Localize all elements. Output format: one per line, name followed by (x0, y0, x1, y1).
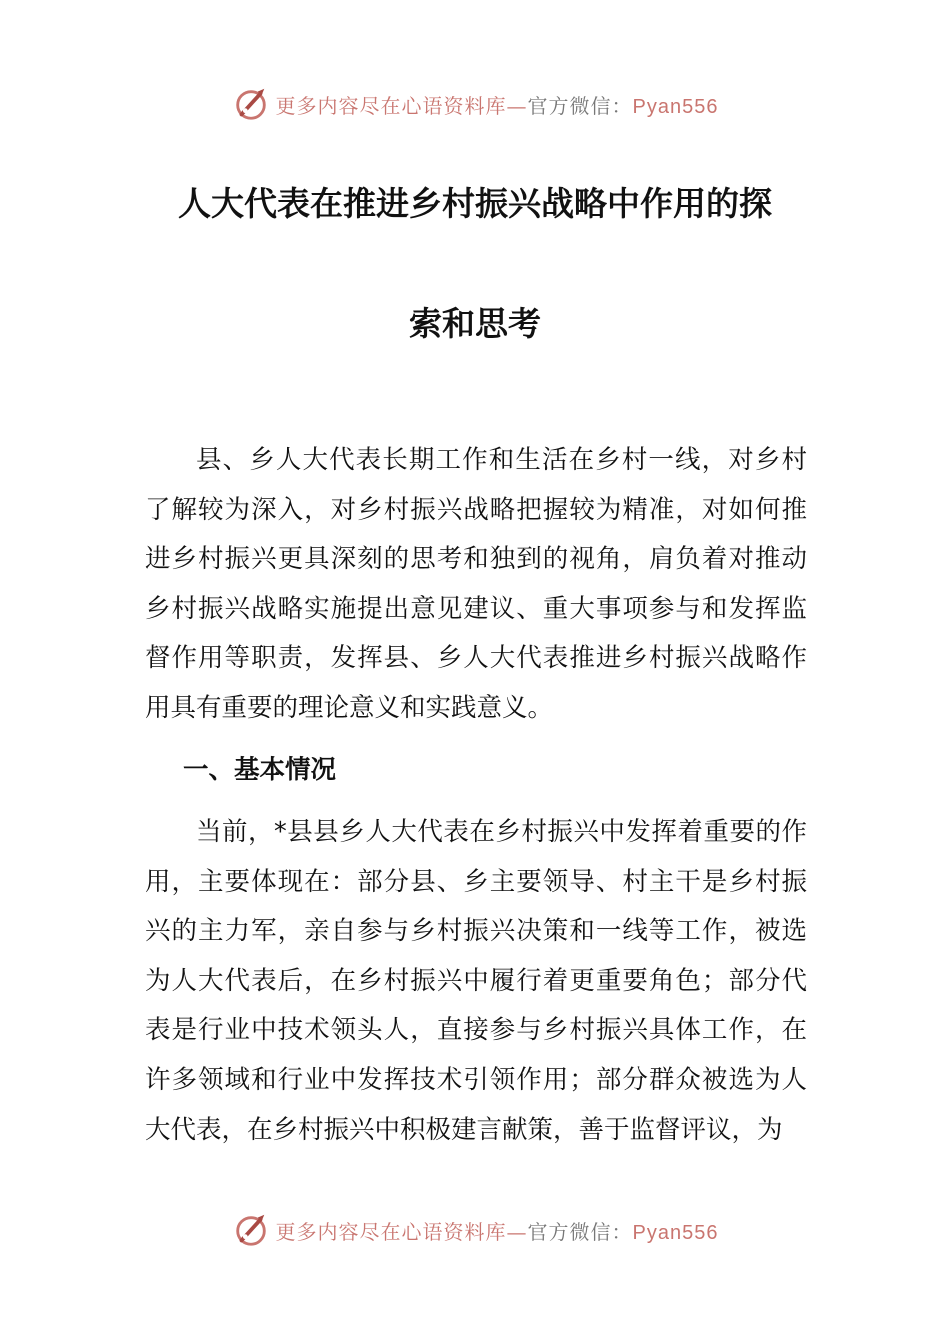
body-paragraph-1: 县、乡人大代表长期工作和生活在乡村一线，对乡村了解较为深入，对乡村振兴战略把握较为精准，对如何推进乡村振兴更具深刻的思考和独到的视角，肩负着对推动乡村振兴战略实施提出意见建议、重大事项参与和发挥监督作用等职责，发挥县、乡人大代表推进乡村振兴战略作用具有重要的理论意义和实践意义。 (145, 445, 807, 723)
watermark-separator: — (506, 1219, 528, 1244)
body-paragraph-2: 当前，*县县乡人大代表在乡村振兴中发挥着重要的作用，主要体现在：部分县、乡主要领导、村主干是乡村振兴的主力军，亲自参与乡村振兴决策和一线等工作，被选为人大代表后，在乡村振兴中履行着更重要角色；部分代表是行业中技术领头人，直接参与乡村振兴具体工作，在许多领域和行业中发挥技术引领作用；部分群众被选为人大代表，在乡村振兴中积极建言献策，善于监督评议，为 (145, 817, 807, 1145)
watermark-id: Pyan556 (632, 95, 719, 118)
watermark-label: 官方微信： (527, 93, 633, 118)
watermark-text: 更多内容尽在心语资料库 (275, 1219, 507, 1244)
pen-circle-logo-icon (232, 85, 270, 123)
document-title-line1: 人大代表在推进乡村振兴战略中作用的探 (178, 184, 772, 223)
watermark-text: 更多内容尽在心语资料库 (275, 93, 507, 118)
footer-watermark (0, 1210, 950, 1250)
section-heading-1: 一、基本情况 (183, 755, 337, 785)
watermark-label: 官方微信： (527, 1219, 633, 1244)
watermark-separator: — (506, 93, 528, 118)
header-watermark (0, 84, 950, 124)
watermark-id: Pyan556 (632, 1221, 719, 1244)
document-title-line2: 索和思考 (409, 304, 541, 343)
pen-circle-logo-icon (232, 1211, 270, 1249)
